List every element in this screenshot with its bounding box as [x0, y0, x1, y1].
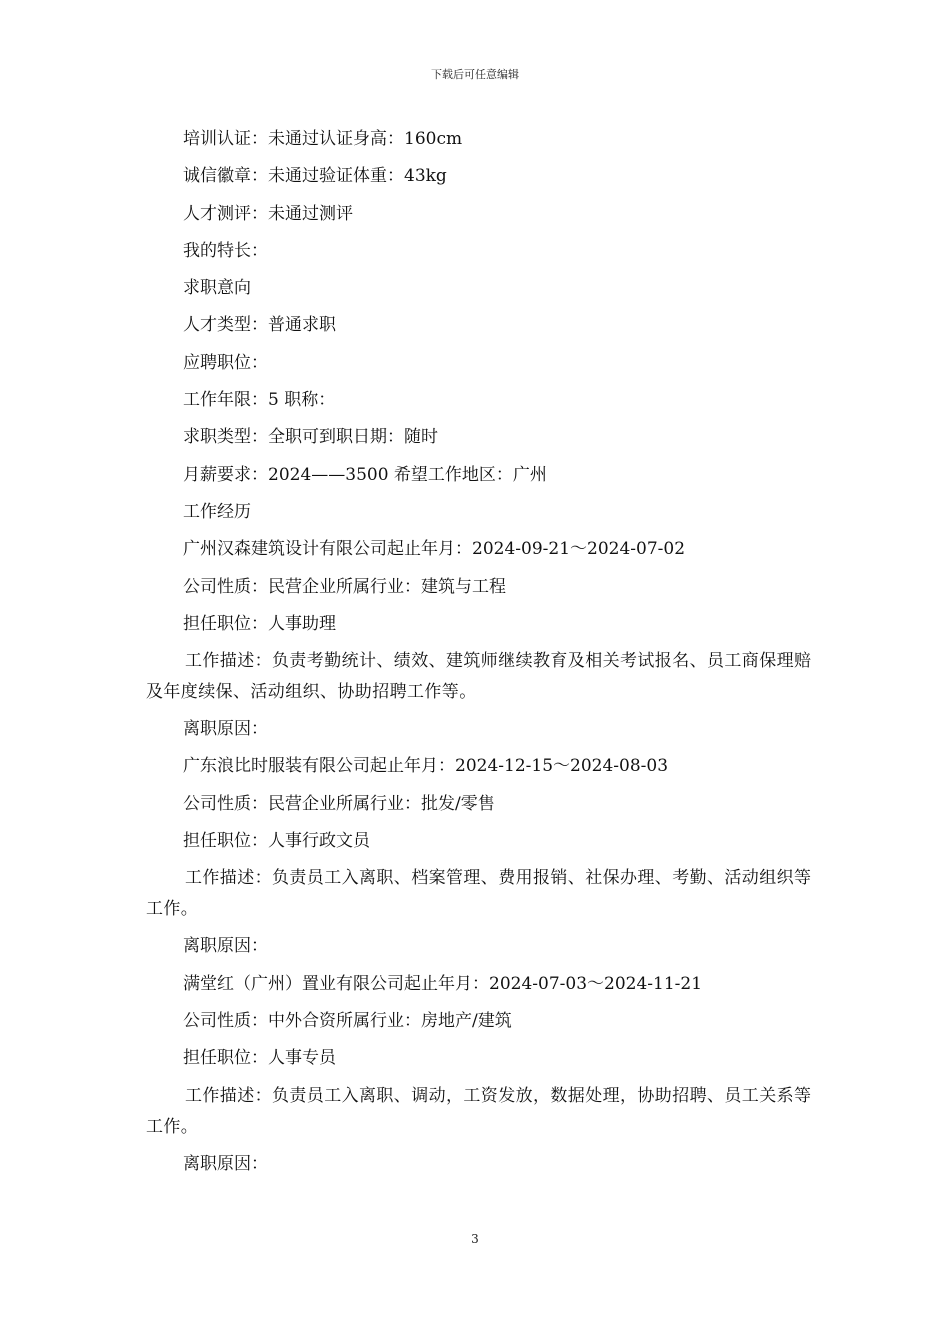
integrity-badge-line: 诚信徽章：未通过验证体重：43kg [183, 166, 447, 187]
job-description: 工作描述：负责员工入离职、档案管理、费用报销、社保办理、考勤、活动组织等工作。 [146, 868, 812, 920]
job-company-line: 满堂红（广州）置业有限公司起止年月：2024-07-03～2024-11-21 [183, 973, 703, 994]
job-entry [146, 966, 816, 1183]
work-years-line: 工作年限：5 职称： [183, 390, 336, 411]
job-nature-line: 公司性质：民营企业所属行业：批发/零售 [183, 793, 495, 814]
job-description: 工作描述：负责考勤统计、绩效、建筑师继续教育及相关考试报名、员工商保理赔及年度续保、活动组织、协助招聘工作等。 [146, 651, 812, 703]
training-certification-line: 培训认证：未通过认证身高：160cm [183, 129, 463, 149]
job-company-line: 广州汉森建筑设计有限公司起止年月：2024-09-21～2024-07-02 [183, 539, 686, 560]
salary-line: 月薪要求：2024——3500 希望工作地区：广州 [183, 464, 547, 485]
job-nature-line: 公司性质：中外合资所属行业：房地产/建筑 [183, 1010, 512, 1031]
job-leave-reason: 离职原因： [183, 1153, 268, 1174]
page-number: 3 [471, 1232, 479, 1246]
job-entry [146, 748, 816, 965]
job-nature-line: 公司性质：民营企业所属行业：建筑与工程 [183, 576, 506, 597]
job-description: 工作描述：负责员工入离职、调动，工资发放，数据处理，协助招聘、员工关系等工作。 [146, 1085, 812, 1137]
work-experience-heading: 工作经历 [183, 501, 251, 522]
job-leave-reason: 离职原因： [183, 936, 268, 957]
page-header: 下载后可任意编辑 [431, 68, 519, 81]
job-position-line: 担任职位：人事专员 [183, 1048, 336, 1069]
job-leave-reason: 离职原因： [183, 719, 268, 740]
resume-body [146, 121, 816, 1183]
applied-position-line: 应聘职位： [183, 352, 268, 373]
job-company-line: 广东浪比时服装有限公司起止年月：2024-12-15～2024-08-03 [183, 756, 669, 777]
job-position-line: 担任职位：人事行政文员 [183, 831, 370, 852]
talent-type-line: 人才类型：普通求职 [183, 315, 336, 336]
talent-assessment-line: 人才测评：未通过测评 [183, 203, 353, 224]
job-intention-heading: 求职意向 [183, 278, 251, 299]
job-position-line: 担任职位：人事助理 [183, 613, 336, 634]
job-entry [146, 531, 816, 748]
specialty-line: 我的特长： [183, 240, 268, 261]
job-type-line: 求职类型：全职可到职日期：随时 [183, 427, 438, 448]
